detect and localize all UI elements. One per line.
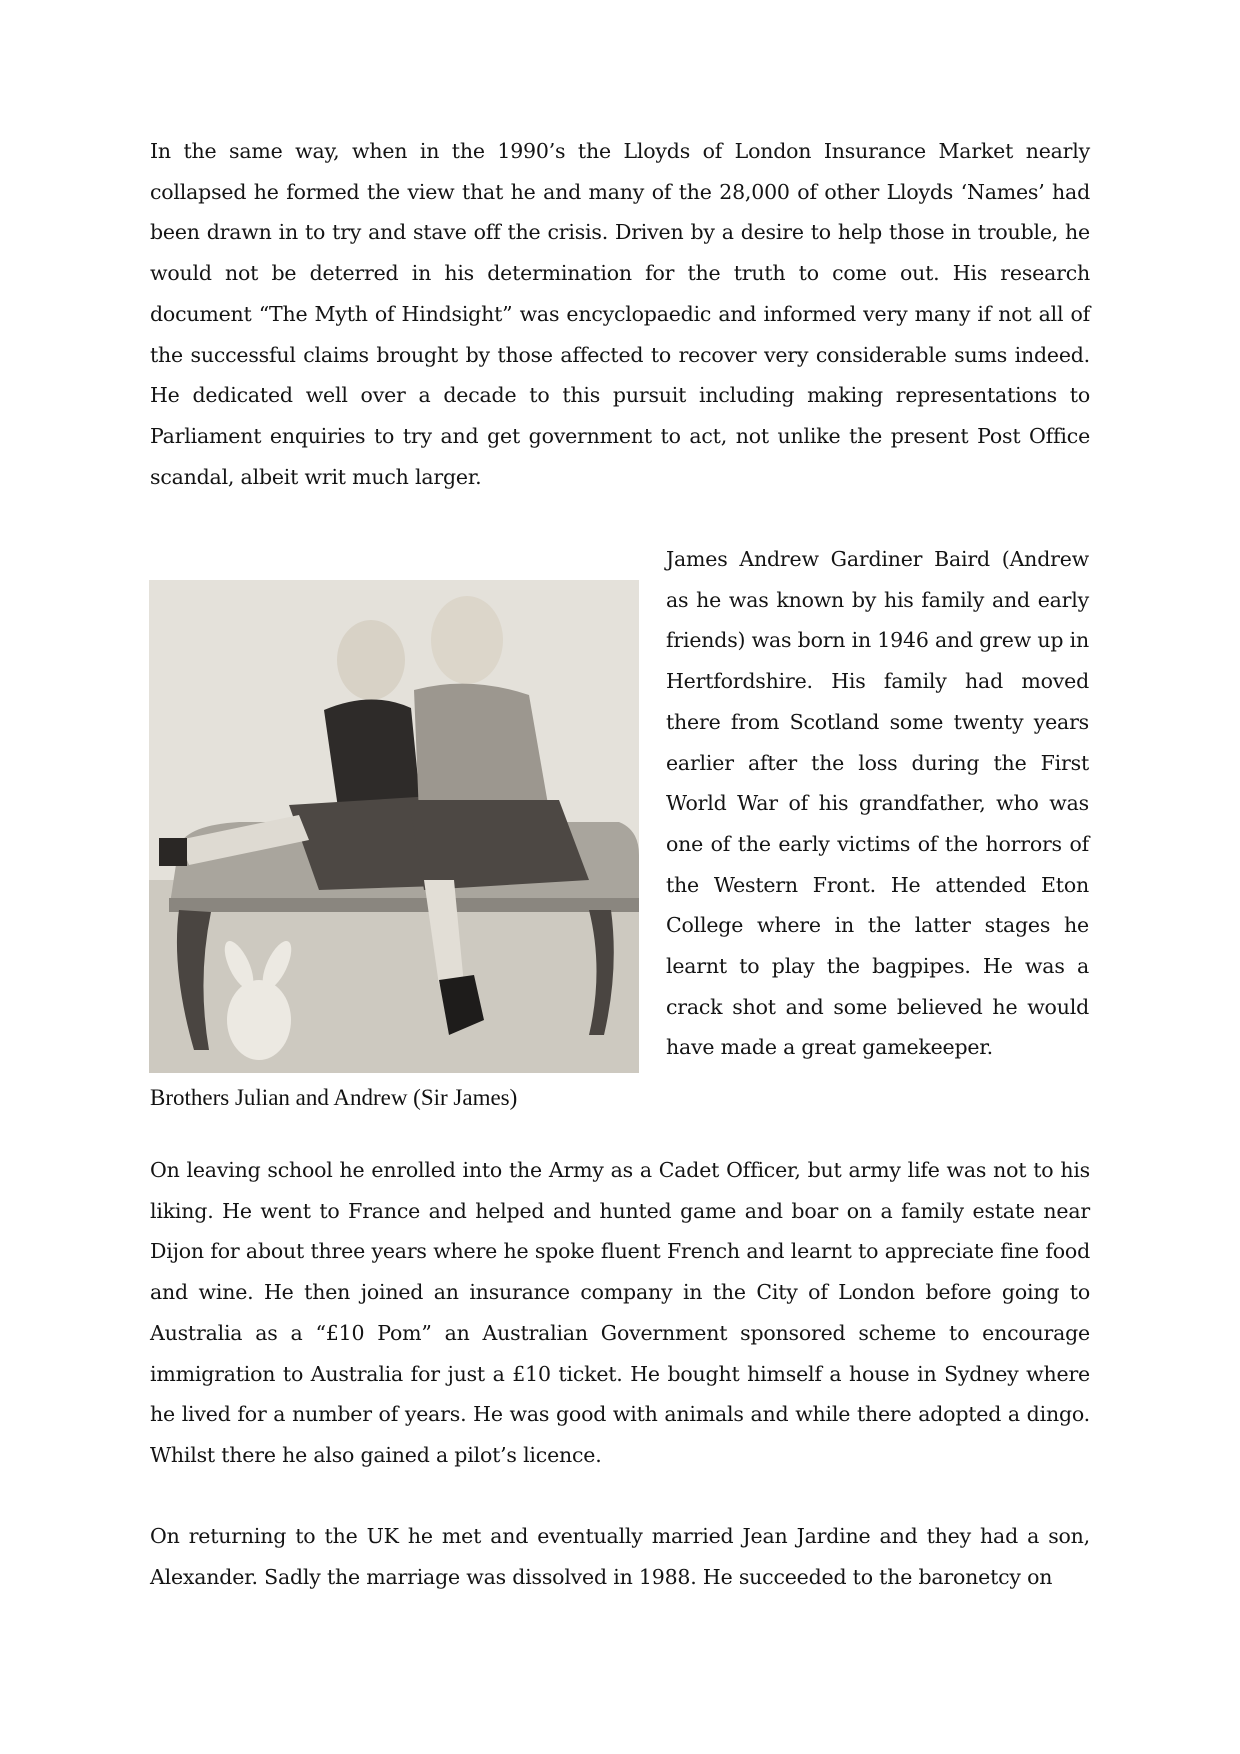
paragraph-army-and-australia: On leaving school he enrolled into the Army as a Cadet Officer, but army life was not to his liking. He went to France and helped and hunted game and boar on a family estate near Dijon for about three years where he spoke fluent French and learnt to appreciate fine food and wine. He then joined an insurance company in the City of London before going to Australia as a “£10 Pom” an Australian Government sponsored scheme to encourage immigration to Australia for just a £10 ticket. He bought himself a house in Sydney where he lived for a number of years. He was good with animals and while there adopted a dingo. Whilst there he also gained a pilot’s licence. [150, 1158, 1090, 1467]
bench-fringe [169, 898, 639, 912]
child-head [337, 620, 405, 700]
paragraph-lloyds: In the same way, when in the 1990’s the Lloyds of London Insurance Market nearly collapsed he formed the view that he and many of the 28,000 of other Lloyds ‘Names’ had been drawn in to try and stave off the crisis. Driven by a desire to help those in trouble, he would not be deterred in his determination for the truth to come out. His research document “The Myth of Hindsight” was encyclopaedic and informed very many if not all of the successful claims brought by those affected to recover very considerable sums indeed. He dedicated well over a decade to this pursuit including making representations to Parliament enquiries to try and get government to act, not unlike the present Post Office scandal, albeit writ much larger. [150, 139, 1090, 489]
paragraph-biography-intro: James Andrew Gardiner Baird (Andrew as he was known by his family and early friends) was born in 1946 and grew up in Hertfordshire. His family had moved there from Scotland some twenty years earlier after the loss during the First World War of his grandfather, who was one of the early victims of the horrors of the Western Front. He attended Eton College where in the latter stages he learnt to play the bagpipes. He was a crack shot and some believed he would have made a great gamekeeper. [666, 547, 1089, 1060]
toy-rabbit [227, 980, 291, 1060]
child-sweater [414, 684, 549, 815]
child-kilt [409, 800, 589, 890]
child-shoe [159, 838, 187, 866]
photo-illustration [149, 580, 639, 1073]
child-head [431, 596, 503, 684]
brothers-photo [149, 580, 639, 1073]
paragraph-marriage: On returning to the UK he met and eventually married Jean Jardine and they had a son, Alexander. Sadly the marriage was dissolved in 1988. He succeeded to the baronetcy on [150, 1524, 1090, 1589]
photo-caption: Brothers Julian and Andrew (Sir James) [150, 1085, 518, 1110]
